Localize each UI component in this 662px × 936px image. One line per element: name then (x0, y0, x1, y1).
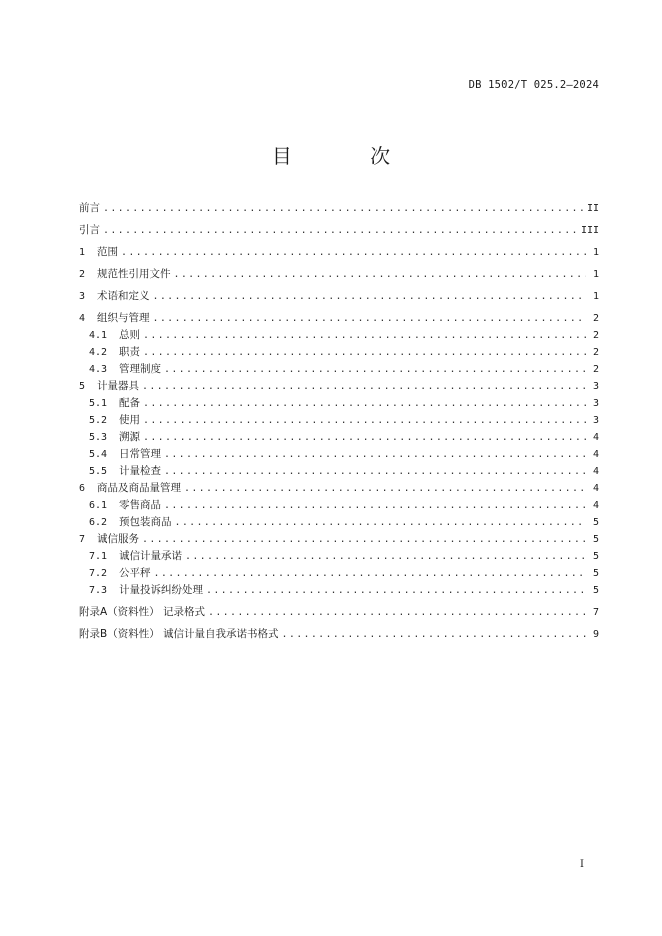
toc-leader (175, 514, 587, 531)
toc-entry-label: 职责 (119, 346, 140, 358)
toc-entry-number: 5.1 (89, 398, 108, 409)
toc-entry-number: 3 (79, 291, 86, 302)
toc-entry-number: 7.1 (89, 551, 108, 562)
toc-entry-number: 4.1 (89, 330, 108, 341)
toc-entry-5-4[interactable] (79, 446, 599, 463)
toc-entry-number: 4 (79, 313, 86, 324)
toc-entry-appendix-b[interactable] (79, 626, 599, 643)
toc-leader (282, 626, 586, 643)
toc-entry-number: 7 (79, 534, 86, 545)
toc-entry-label: 规范性引用文件 (97, 268, 171, 280)
toc-entry-6[interactable] (79, 480, 599, 497)
toc-entry-1[interactable] (79, 244, 599, 261)
toc-entry-3[interactable] (79, 288, 599, 305)
toc-entry-label: 组织与管理 (97, 312, 150, 324)
toc-entry-4-1[interactable] (79, 327, 599, 344)
toc-entry-page: 4 (592, 500, 599, 511)
toc-leader (154, 565, 587, 582)
toc-entry-6-1[interactable] (79, 497, 599, 514)
toc-entry-7-1[interactable] (79, 548, 599, 565)
toc-entry-page: 2 (592, 347, 599, 358)
toc-leader (143, 344, 586, 361)
toc-entry-5[interactable] (79, 378, 599, 395)
toc-entry-page: III (580, 225, 599, 236)
toc-entry-number: 6.2 (89, 517, 108, 528)
toc-entry-label: 总则 (119, 329, 140, 341)
toc-entry-page: 3 (592, 398, 599, 409)
toc-entry-4[interactable] (79, 310, 599, 327)
toc-entry-page: II (586, 203, 599, 214)
toc-entry-number: 5.3 (89, 432, 108, 443)
toc-entry-label: 管理制度 (119, 363, 161, 375)
toc-leader (142, 531, 586, 548)
toc-entry-number: 5.5 (89, 466, 108, 477)
toc-entry-label: 日常管理 (119, 448, 161, 460)
toc-entry-5-3[interactable] (79, 429, 599, 446)
toc-entry-4-3[interactable] (79, 361, 599, 378)
toc-entry-label: 前言 (79, 202, 100, 214)
toc-leader (103, 200, 584, 217)
toc-entry-number: 4.2 (89, 347, 108, 358)
toc-entry-number: 5.2 (89, 415, 108, 426)
toc-entry-number: 7.3 (89, 585, 108, 596)
toc-entry-page: 5 (592, 534, 599, 545)
toc-entry-label: 引言 (79, 224, 100, 236)
toc-entry-foreword[interactable] (79, 200, 599, 217)
toc-entry-label: 诚信服务 (97, 533, 139, 545)
toc-entry-number: 7.2 (89, 568, 108, 579)
toc-leader (142, 378, 586, 395)
toc-entry-label: 范围 (97, 246, 118, 258)
toc-entry-label: 附录A（资料性） 记录格式 (79, 606, 206, 618)
toc-leader (208, 604, 586, 621)
toc-leader (103, 222, 578, 239)
toc-entry-appendix-a[interactable] (79, 604, 599, 621)
toc-leader (143, 395, 586, 412)
toc-entry-label: 溯源 (119, 431, 140, 443)
toc-entry-2[interactable] (79, 266, 599, 283)
toc-entry-page: 1 (592, 247, 599, 258)
toc-entry-page: 4 (592, 449, 599, 460)
toc-leader (184, 480, 586, 497)
toc-entry-page: 1 (592, 269, 599, 280)
toc-entry-7-3[interactable] (79, 582, 599, 599)
toc-entry-page: 3 (592, 381, 599, 392)
toc-entry-6-2[interactable] (79, 514, 599, 531)
toc-title: 目 次 (271, 144, 427, 168)
toc-leader (164, 497, 586, 514)
toc-entry-number: 5 (79, 381, 86, 392)
toc-entry-number: 6.1 (89, 500, 108, 511)
toc-entry-5-5[interactable] (79, 463, 599, 480)
toc-entry-page: 2 (592, 364, 599, 375)
toc-entry-label: 使用 (119, 414, 140, 426)
toc-entry-page: 9 (592, 629, 599, 640)
toc-entry-page: 3 (592, 415, 599, 426)
toc-entry-label: 计量器具 (97, 380, 139, 392)
toc-entry-page: 7 (592, 607, 599, 618)
toc-leader (164, 463, 586, 480)
toc-entry-label: 配备 (119, 397, 140, 409)
toc-entry-7[interactable] (79, 531, 599, 548)
toc-entry-label: 公平秤 (119, 567, 151, 579)
toc-entry-label: 商品及商品量管理 (97, 482, 181, 494)
toc-leader (143, 412, 586, 429)
toc-entry-number: 1 (79, 247, 86, 258)
toc-entry-label: 诚信计量承诺 (119, 550, 182, 562)
toc-entry-page: 5 (592, 517, 599, 528)
toc-entry-number: 4.3 (89, 364, 108, 375)
toc-entry-page: 4 (592, 466, 599, 477)
toc-entry-number: 2 (79, 269, 86, 280)
toc-leader (153, 288, 587, 305)
toc-entry-label: 计量检查 (119, 465, 161, 477)
toc-entry-5-2[interactable] (79, 412, 599, 429)
toc-entry-5-1[interactable] (79, 395, 599, 412)
toc-leader (153, 310, 587, 327)
toc-leader (143, 429, 586, 446)
toc-leader (206, 582, 586, 599)
document-code: DB 1502/T 025.2—2024 (468, 79, 599, 91)
toc-leader (143, 327, 586, 344)
toc-entry-page: 4 (592, 483, 599, 494)
toc-entry-label: 术语和定义 (97, 290, 150, 302)
toc-entry-introduction[interactable] (79, 222, 599, 239)
toc-entry-label: 计量投诉纠纷处理 (119, 584, 203, 596)
toc-entry-7-2[interactable] (79, 565, 599, 582)
toc-entry-label: 附录B（资料性） 诚信计量自我承诺书格式 (79, 628, 279, 640)
table-of-contents (79, 200, 599, 643)
toc-leader (185, 548, 586, 565)
toc-leader (164, 446, 586, 463)
toc-entry-number: 5.4 (89, 449, 108, 460)
toc-entry-page: 1 (592, 291, 599, 302)
toc-entry-page: 5 (592, 551, 599, 562)
toc-leader (164, 361, 586, 378)
toc-entry-page: 4 (592, 432, 599, 443)
toc-entry-page: 5 (592, 568, 599, 579)
toc-entry-page: 2 (592, 330, 599, 341)
toc-leader (174, 266, 587, 283)
toc-leader (121, 244, 586, 261)
toc-entry-page: 5 (592, 585, 599, 596)
toc-entry-label: 预包装商品 (119, 516, 172, 528)
toc-entry-4-2[interactable] (79, 344, 599, 361)
toc-entry-label: 零售商品 (119, 499, 161, 511)
toc-entry-number: 6 (79, 483, 86, 494)
toc-entry-page: 2 (592, 313, 599, 324)
page-number: I (580, 859, 584, 870)
